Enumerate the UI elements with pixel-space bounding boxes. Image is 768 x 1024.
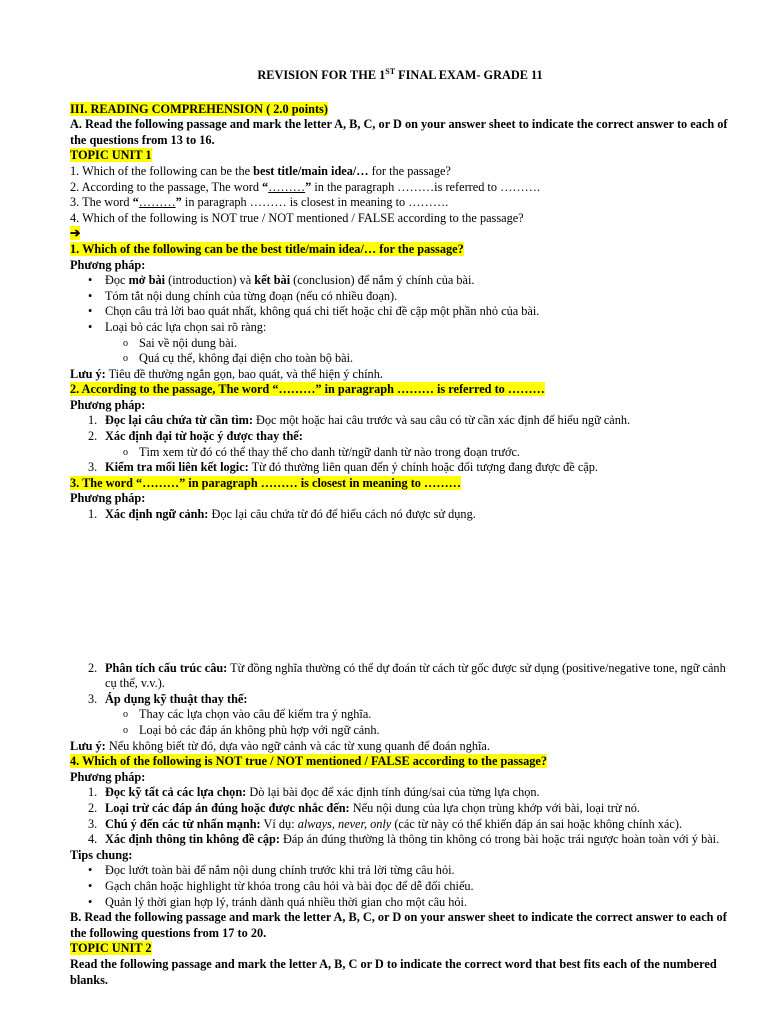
heading-q3: 3. The word “………” in paragraph ……… is closest in meaning to ………: [70, 475, 461, 490]
heading-q2: 2. According to the passage, The word “………” in paragraph ……… is referred to ………: [70, 382, 545, 397]
question-type-4: 4. Which of the following is NOT true / NOT mentioned / FALSE according to the passage?: [70, 210, 524, 225]
q4-method-list: [70, 785, 730, 847]
page-title: REVISION FOR THE 1ST FINAL EXAM- GRADE 11: [257, 66, 543, 82]
method-label: Phương pháp:: [70, 769, 146, 784]
list-item: • Chọn câu trả lời bao quát nhất, không quá chi tiết hoặc chỉ đề cập một phần nhỏ của bài.: [88, 304, 730, 320]
sub-list-item: o Quá cụ thể, không đại diện cho toàn bộ bài.: [123, 351, 730, 367]
topic-unit-2: TOPIC UNIT 2: [70, 941, 152, 956]
list-item: 2. Xác định đại từ hoặc ý được thay thế: o Tìm xem từ đó có thể thay thế cho danh từ/ngữ danh từ nào trong đoạn trước.: [88, 429, 730, 460]
part-b-instruction: B. Read the following passage and mark the letter A, B, C, or D on your answer sheet to indicate the correct answer to each of the following questions from 17 to 20.: [70, 910, 727, 940]
question-type-2: 2. According to the passage, The word “………” in the paragraph ………is referred to ……….: [70, 179, 541, 194]
list-item: 3. Áp dụng kỹ thuật thay thế: o Thay các lựa chọn vào câu để kiểm tra ý nghĩa. o Loại bỏ các đáp án không phù hợp với ngữ cảnh.: [88, 692, 730, 739]
heading-q4: 4. Which of the following is NOT true / NOT mentioned / FALSE according to the passage?: [70, 754, 547, 769]
blank-space: [70, 523, 730, 661]
list-item: • Quản lý thời gian hợp lý, tránh dành quá nhiều thời gian cho một câu hỏi.: [88, 895, 730, 911]
part-a-instruction: A. Read the following passage and mark the letter A, B, C, or D on your answer sheet to indicate the correct answer to each of the questions from 13 to 16.: [70, 117, 728, 147]
sub-list-item: o Loại bỏ các đáp án không phù hợp với ngữ cảnh.: [123, 723, 730, 739]
list-item: 2. Loại trừ các đáp án đúng hoặc được nhắc đến: Nếu nội dung của lựa chọn trùng khớp với bài, loại trừ nó.: [88, 800, 640, 815]
tips-label: Tips chung:: [70, 847, 133, 862]
list-item: • Đọc lướt toàn bài để nắm nội dung chính trước khi trả lời từng câu hỏi.: [88, 863, 730, 879]
note: Lưu ý: Tiêu đề thường ngắn gọn, bao quát, và thể hiện ý chính.: [70, 366, 383, 381]
sub-list-item: o Tìm xem từ đó có thể thay thế cho danh từ/ngữ danh từ nào trong đoạn trước.: [123, 445, 730, 461]
question-type-3: 3. The word “………” in paragraph ……… is closest in meaning to ……….: [70, 195, 449, 210]
document-page: [70, 68, 730, 988]
list-item: 3. Kiểm tra mối liên kết logic: Từ đó thường liên quan đến ý chính hoặc đối tượng đang được đề cập.: [88, 460, 598, 475]
q1-method-list: [70, 273, 730, 367]
list-item: 3. Chú ý đến các từ nhấn mạnh: Ví dụ: always, never, only (các từ này có thể khiến đáp án sai hoặc không chính xác).: [88, 816, 683, 831]
topic-unit-1: TOPIC UNIT 1: [70, 148, 152, 163]
q3-method-list-cont: [70, 661, 730, 739]
section-heading: III. READING COMPREHENSION ( 2.0 points): [70, 101, 328, 116]
list-item: • Đọc mở bài (introduction) và kết bài (conclusion) để nắm ý chính của bài.: [88, 273, 730, 289]
heading-q1: 1. Which of the following can be the best title/main idea/… for the passage?: [70, 241, 464, 256]
q2-method-list: [70, 413, 730, 475]
method-label: Phương pháp:: [70, 491, 146, 506]
method-label: Phương pháp:: [70, 397, 146, 412]
list-item: • Loại bỏ các lựa chọn sai rõ ràng: o Sai về nội dung bài. o Quá cụ thể, không đại diện cho toàn bộ bài.: [88, 320, 730, 367]
list-item: 1. Xác định ngữ cảnh: Đọc lại câu chứa từ đó để hiểu cách nó được sử dụng.: [88, 507, 476, 522]
tips-list: [70, 863, 730, 910]
list-item: • Gạch chân hoặc highlight từ khóa trong câu hỏi và bài đọc để dễ đối chiếu.: [88, 879, 730, 895]
list-item: 1. Đọc kỹ tất cả các lựa chọn: Dò lại bài đọc để xác định tính đúng/sai của từng lựa chọn.: [88, 785, 540, 800]
sub-list-item: o Sai về nội dung bài.: [123, 336, 730, 352]
sub-list-item: o Thay các lựa chọn vào câu để kiểm tra ý nghĩa.: [123, 707, 730, 723]
list-item: • Tóm tắt nội dung chính của từng đoạn (nếu có nhiều đoạn).: [88, 289, 730, 305]
q3-method-list: [70, 507, 730, 523]
list-item: 1. Đọc lại câu chứa từ cần tìm: Đọc một hoặc hai câu trước và sau câu có từ cần xác định để hiểu ngữ cảnh.: [88, 413, 631, 428]
part-b2-instruction: Read the following passage and mark the letter A, B, C or D to indicate the correct word that best fits each of the numbered blanks.: [70, 956, 717, 987]
list-item: 2. Phân tích cấu trúc câu: Từ đồng nghĩa thường có thể dự đoán từ cách từ gốc được sử dụng (positive/negative tone, ngữ cảnh cụ thể, v.v.).: [88, 660, 726, 691]
list-item: 4. Xác định thông tin không đề cập: Đáp án đúng thường là thông tin không có trong bài hoặc trái ngược hoàn toàn với ý bài.: [88, 832, 720, 847]
method-label: Phương pháp:: [70, 257, 146, 272]
note: Lưu ý: Nếu không biết từ đó, dựa vào ngữ cảnh và các từ xung quanh để đoán nghĩa.: [70, 738, 490, 753]
question-type-1: 1. Which of the following can be the best title/main idea/… for the passage?: [70, 163, 451, 178]
arrow-icon: ➔: [70, 226, 81, 241]
